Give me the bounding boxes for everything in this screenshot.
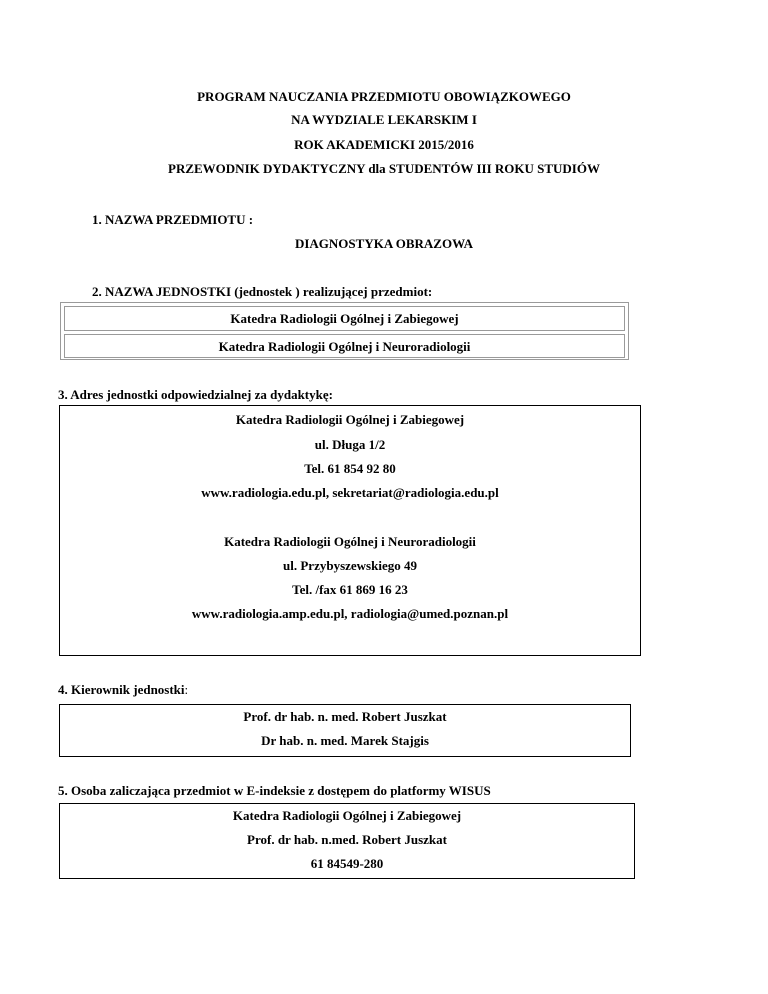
section1-heading: 1. NAZWA PRZEDMIOTU : [92, 212, 254, 227]
address-unit2-street: ul. Przybyszewskiego 49 [283, 558, 417, 573]
address-unit2-name: Katedra Radiologii Ogólnej i Neuroradiologii [224, 534, 476, 549]
section4-heading [58, 682, 188, 698]
unit-cell-1 [64, 306, 625, 331]
head-of-unit-box [59, 704, 631, 757]
unit-cell-2 [64, 334, 625, 358]
address-unit1-name: Katedra Radiologii Ogólnej i Zabiegowej [235, 412, 465, 427]
course-name: DIAGNOSTYKA OBRAZOWA [294, 236, 474, 251]
address-box [59, 405, 641, 656]
unit-name-2: Katedra Radiologii Ogólnej i Neuroradiologii [218, 339, 471, 354]
examiner-box [59, 803, 635, 879]
units-table [60, 302, 629, 360]
head-of-unit-2: Dr hab. n. med. Marek Stajgis [261, 733, 429, 748]
program-title-line4: PRZEWODNIK DYDAKTYCZNY dla STUDENTÓW III ROKU STUDIÓW [168, 161, 600, 176]
address-unit2-web: www.radiologia.amp.edu.pl, radiologia@umed.poznan.pl [191, 606, 509, 621]
program-title-line3: ROK AKADEMICKI 2015/2016 [294, 137, 474, 152]
address-unit2-phone: Tel. /fax 61 869 16 23 [292, 582, 408, 597]
section3-heading: 3. Adres jednostki odpowiedzialnej za dydaktykę: [58, 387, 333, 402]
examiner-name: Prof. dr hab. n.med. Robert Juszkat [247, 832, 447, 847]
unit-name-1: Katedra Radiologii Ogólnej i Zabiegowej [230, 311, 459, 326]
program-title-line2: NA WYDZIALE LEKARSKIM I [291, 112, 477, 127]
program-title-line1: PROGRAM NAUCZANIA PRZEDMIOTU OBOWIĄZKOWEGO [197, 89, 571, 104]
section5-heading: 5. Osoba zaliczająca przedmiot w E-indeksie z dostępem do platformy WISUS [58, 783, 491, 798]
section2-heading: 2. NAZWA JEDNOSTKI (jednostek ) realizującej przedmiot: [92, 284, 433, 299]
examiner-phone: 61 84549-280 [310, 856, 384, 871]
address-unit1-street: ul. Długa 1/2 [314, 437, 386, 452]
examiner-unit: Katedra Radiologii Ogólnej i Zabiegowej [232, 808, 462, 823]
address-unit1-web: www.radiologia.edu.pl, sekretariat@radiologia.edu.pl [201, 485, 499, 500]
section4-heading-text: 4. Kierownik jednostki [58, 682, 185, 697]
section4-heading-colon: : [184, 682, 189, 697]
head-of-unit-1: Prof. dr hab. n. med. Robert Juszkat [243, 709, 447, 724]
address-unit1-phone: Tel. 61 854 92 80 [304, 461, 396, 476]
